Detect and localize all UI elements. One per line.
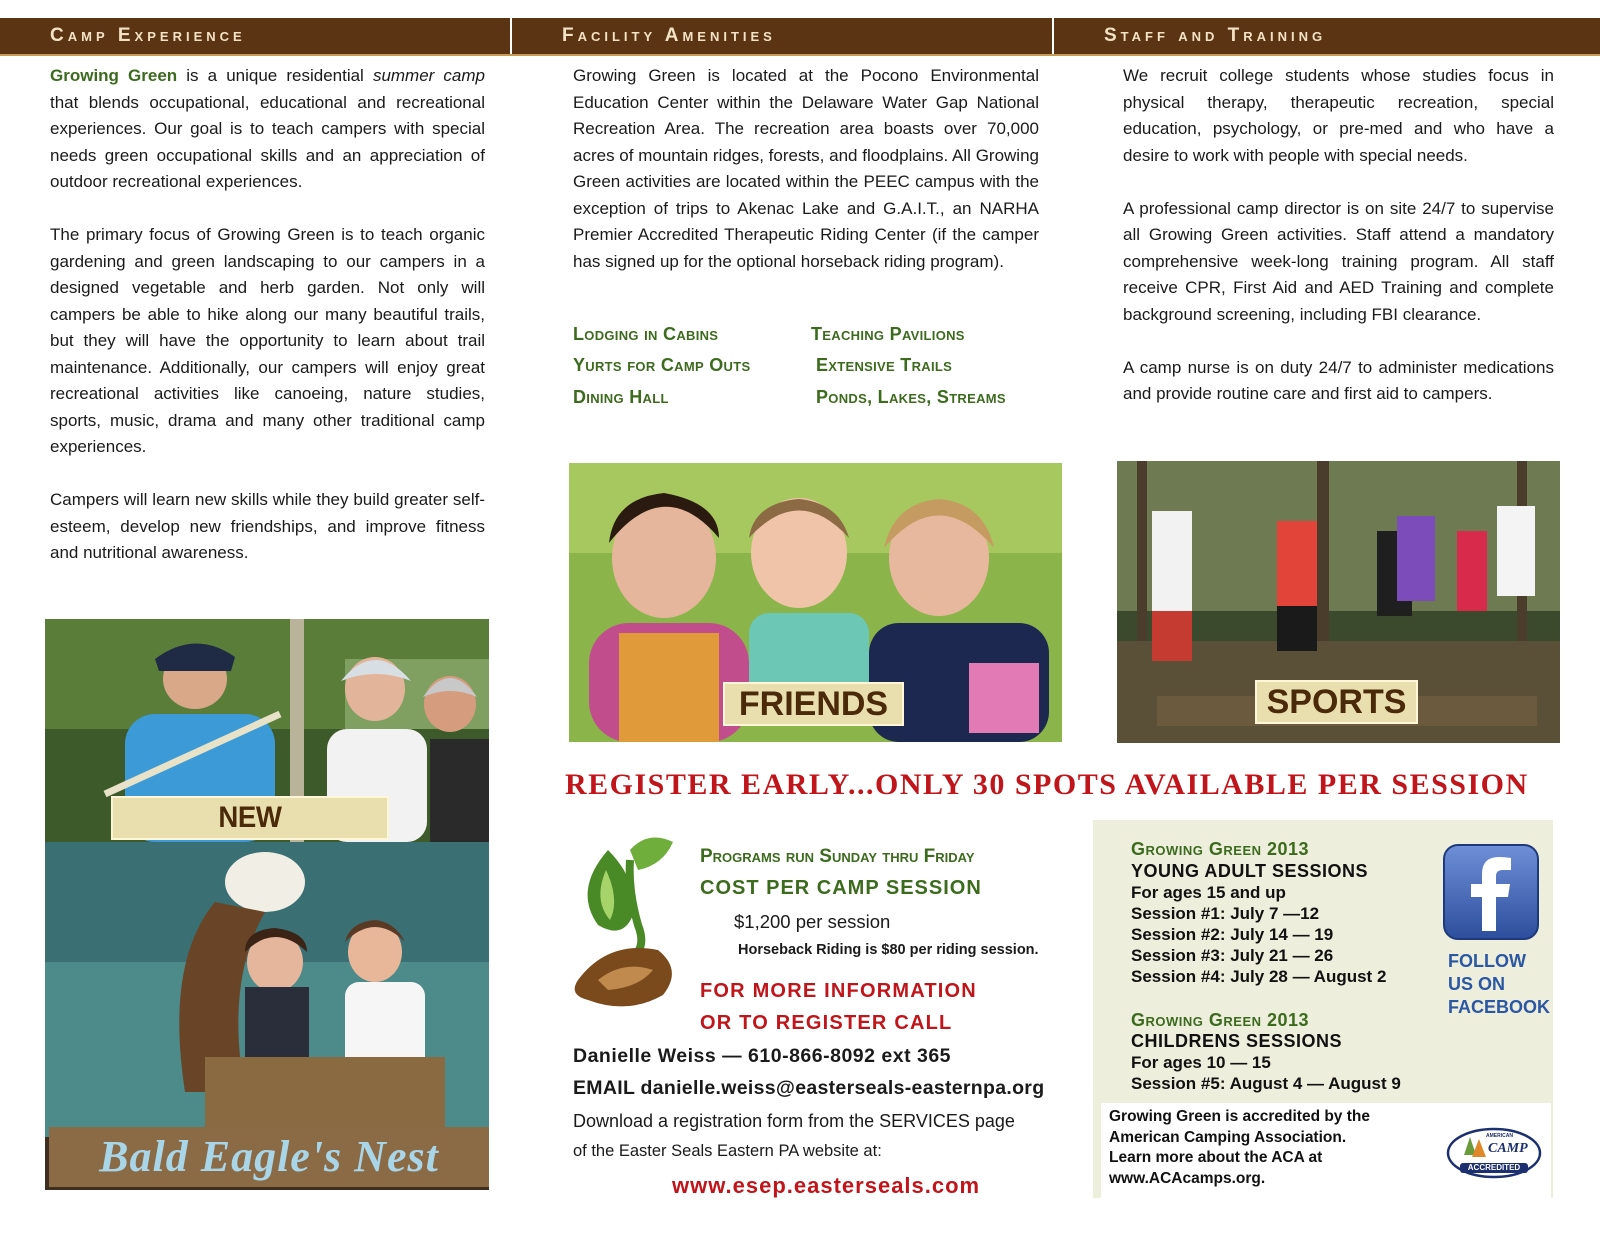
header-staff-training-label: Staff and Training	[1104, 25, 1327, 46]
young-adult-ages: For ages 15 and up	[1131, 883, 1286, 902]
amenity-pavilions: Teaching Pavilions	[811, 324, 965, 344]
amenity-lodging: Lodging in Cabins	[573, 324, 719, 344]
amenity-ponds: Ponds, Lakes, Streams	[816, 387, 1006, 407]
caption-sports: SPORTS	[1255, 680, 1418, 724]
header-staff-training	[1054, 18, 1600, 54]
header-camp-experience-label: Camp Experience	[50, 25, 246, 46]
session-5: Session #5: August 4 — August 9	[1131, 1074, 1401, 1093]
website-link[interactable]: www.esep.easterseals.com	[672, 1173, 981, 1198]
aca-accreditation	[1101, 1103, 1551, 1198]
more-info-heading: FOR MORE INFORMATION	[700, 980, 977, 1002]
photo-sports	[1117, 461, 1560, 743]
staff-paragraph-3: A camp nurse is on duty 24/7 to administer medications and provide routine care and first aid to campers.	[1123, 357, 1554, 403]
caption-friends: FRIENDS	[723, 682, 904, 726]
aca-line-2: American Camping Association.	[1109, 1128, 1347, 1146]
facebook-icon	[1442, 843, 1540, 941]
session-1: Session #1: July 7 —12	[1131, 904, 1320, 923]
aca-badge-mid: CAMP	[1488, 1141, 1528, 1156]
camp-paragraph-1	[50, 63, 485, 196]
session-4: Session #4: July 28 — August 2	[1131, 967, 1387, 986]
staff-paragraph-2: A professional camp director is on site 24/7 to supervise all Growing Green activities. Staff attend a mandatory comprehensive week-long training program. All staff receive CPR, First Aid and AED Training and complete background screening, including FBI clearance.	[1123, 198, 1554, 324]
follow-line-3: FACEBOOK	[1448, 997, 1551, 1017]
register-headline: REGISTER EARLY...ONLY 30 SPOTS AVAILABLE PER SESSION	[565, 768, 1529, 801]
aca-line-3: Learn more about the ACA at	[1109, 1149, 1323, 1166]
staff-text	[1123, 63, 1554, 434]
amenity-dining: Dining Hall	[573, 387, 669, 407]
growing-green-logo-icon	[568, 830, 688, 1010]
aca-badge-top: AMERICAN	[1486, 1133, 1513, 1139]
follow-facebook-text[interactable]	[1448, 950, 1550, 1019]
programs-schedule: Programs run Sunday thru Friday	[700, 846, 975, 867]
photo-bald-eagle	[45, 842, 489, 1190]
header-camp-experience	[0, 18, 510, 54]
camp-p1-rest: that blends occupational, educational and recreational experiences. Our goal is to teach campers with special needs green occupational skills and an appreciation of outdoor recreational experiences.	[50, 92, 485, 191]
growing-green-logo	[568, 830, 688, 1010]
caption-new-opportunities: NEW	[111, 796, 389, 840]
price: $1,200 per session	[734, 911, 891, 932]
amenity-yurts: Yurts for Camp Outs	[573, 355, 751, 375]
caption-bald-eagle: Bald Eagle's Nest	[49, 1127, 489, 1187]
download-line-2: of the Easter Seals Eastern PA website at:	[573, 1142, 882, 1160]
camp-p1-italic: summer camp	[372, 66, 485, 85]
aca-line-4: www.ACAcamps.org.	[1109, 1169, 1266, 1187]
camp-paragraph-2: The primary focus of Growing Green is to teach organic gardening and green landscaping to our campers in a designed vegetable and herb garden. Not only will campers be able to hike along our many beautiful trails, but they will have the opportunity to learn about trail maintenance. Additionally, our campers will enjoy great recreational activities like canoeing, nature studies, sports, music, drama and many other traditional camp experiences.	[50, 225, 485, 456]
header-underline	[0, 54, 1600, 56]
header-facility-amenities-label: Facility Amenities	[562, 25, 776, 46]
download-line-1: Download a registration form from the SERVICES page	[573, 1111, 1015, 1131]
facility-paragraph-1: Growing Green is located at the Pocono Environmental Education Center within the Delaware Water Gap National Recreation Area. The recreation area boasts over 70,000 acres of mountain ridges, forests, and floodplains. All Growing Green activities are located within the PEEC campus with the exception of trips to Akenac Lake and G.A.I.T., an NARHA Premier Accredited Therapeutic Riding Center (if the camper has signed up for the optional horseback riding program).	[573, 66, 1039, 271]
follow-line-2: US ON	[1448, 974, 1506, 994]
aca-line-1: Growing Green is accredited by the	[1109, 1108, 1370, 1125]
staff-paragraph-1: We recruit college students whose studies focus in physical therapy, therapeutic recreation, special education, psychology, or pre-med and who have a desire to work with people with special needs.	[1123, 66, 1554, 165]
camp-p1-mid: is a unique residential	[177, 66, 373, 85]
aca-text	[1109, 1107, 1370, 1189]
camp-paragraph-3: Campers will learn new skills while they build greater self-esteem, develop new friendships, and improve fitness and nutritional awareness.	[50, 490, 485, 562]
contact-email[interactable]: EMAIL danielle.weiss@easterseals-easternpa.org	[573, 1077, 1045, 1099]
facebook-button[interactable]	[1442, 843, 1540, 941]
camp-experience-text	[50, 63, 485, 593]
aca-badge	[1446, 1125, 1542, 1181]
horseback-price: Horseback Riding is $80 per riding session.	[738, 942, 1039, 958]
young-adult-title: Growing Green 2013	[1131, 839, 1310, 859]
photo-new-opportunities	[45, 619, 489, 842]
session-2: Session #2: July 14 — 19	[1131, 925, 1334, 944]
children-subtitle: CHILDRENS SESSIONS	[1131, 1031, 1343, 1051]
facility-text	[573, 63, 1039, 302]
contact-phone: Danielle Weiss — 610-866-8092 ext 365	[573, 1045, 952, 1067]
header-facility-amenities	[512, 18, 1052, 54]
growing-green-lead: Growing Green	[50, 66, 178, 85]
amenity-trails: Extensive Trails	[816, 355, 953, 375]
young-adult-subtitle: YOUNG ADULT SESSIONS	[1131, 861, 1369, 881]
children-ages: For ages 10 — 15	[1131, 1053, 1271, 1072]
photo-friends	[569, 463, 1062, 742]
aca-badge-bottom: ACCREDITED	[1467, 1163, 1521, 1172]
register-call-heading: OR TO REGISTER CALL	[700, 1012, 953, 1034]
children-title: Growing Green 2013	[1131, 1010, 1310, 1030]
session-3: Session #3: July 21 — 26	[1131, 946, 1334, 965]
follow-line-1: FOLLOW	[1448, 951, 1526, 971]
cost-title: COST PER CAMP SESSION	[700, 877, 982, 899]
